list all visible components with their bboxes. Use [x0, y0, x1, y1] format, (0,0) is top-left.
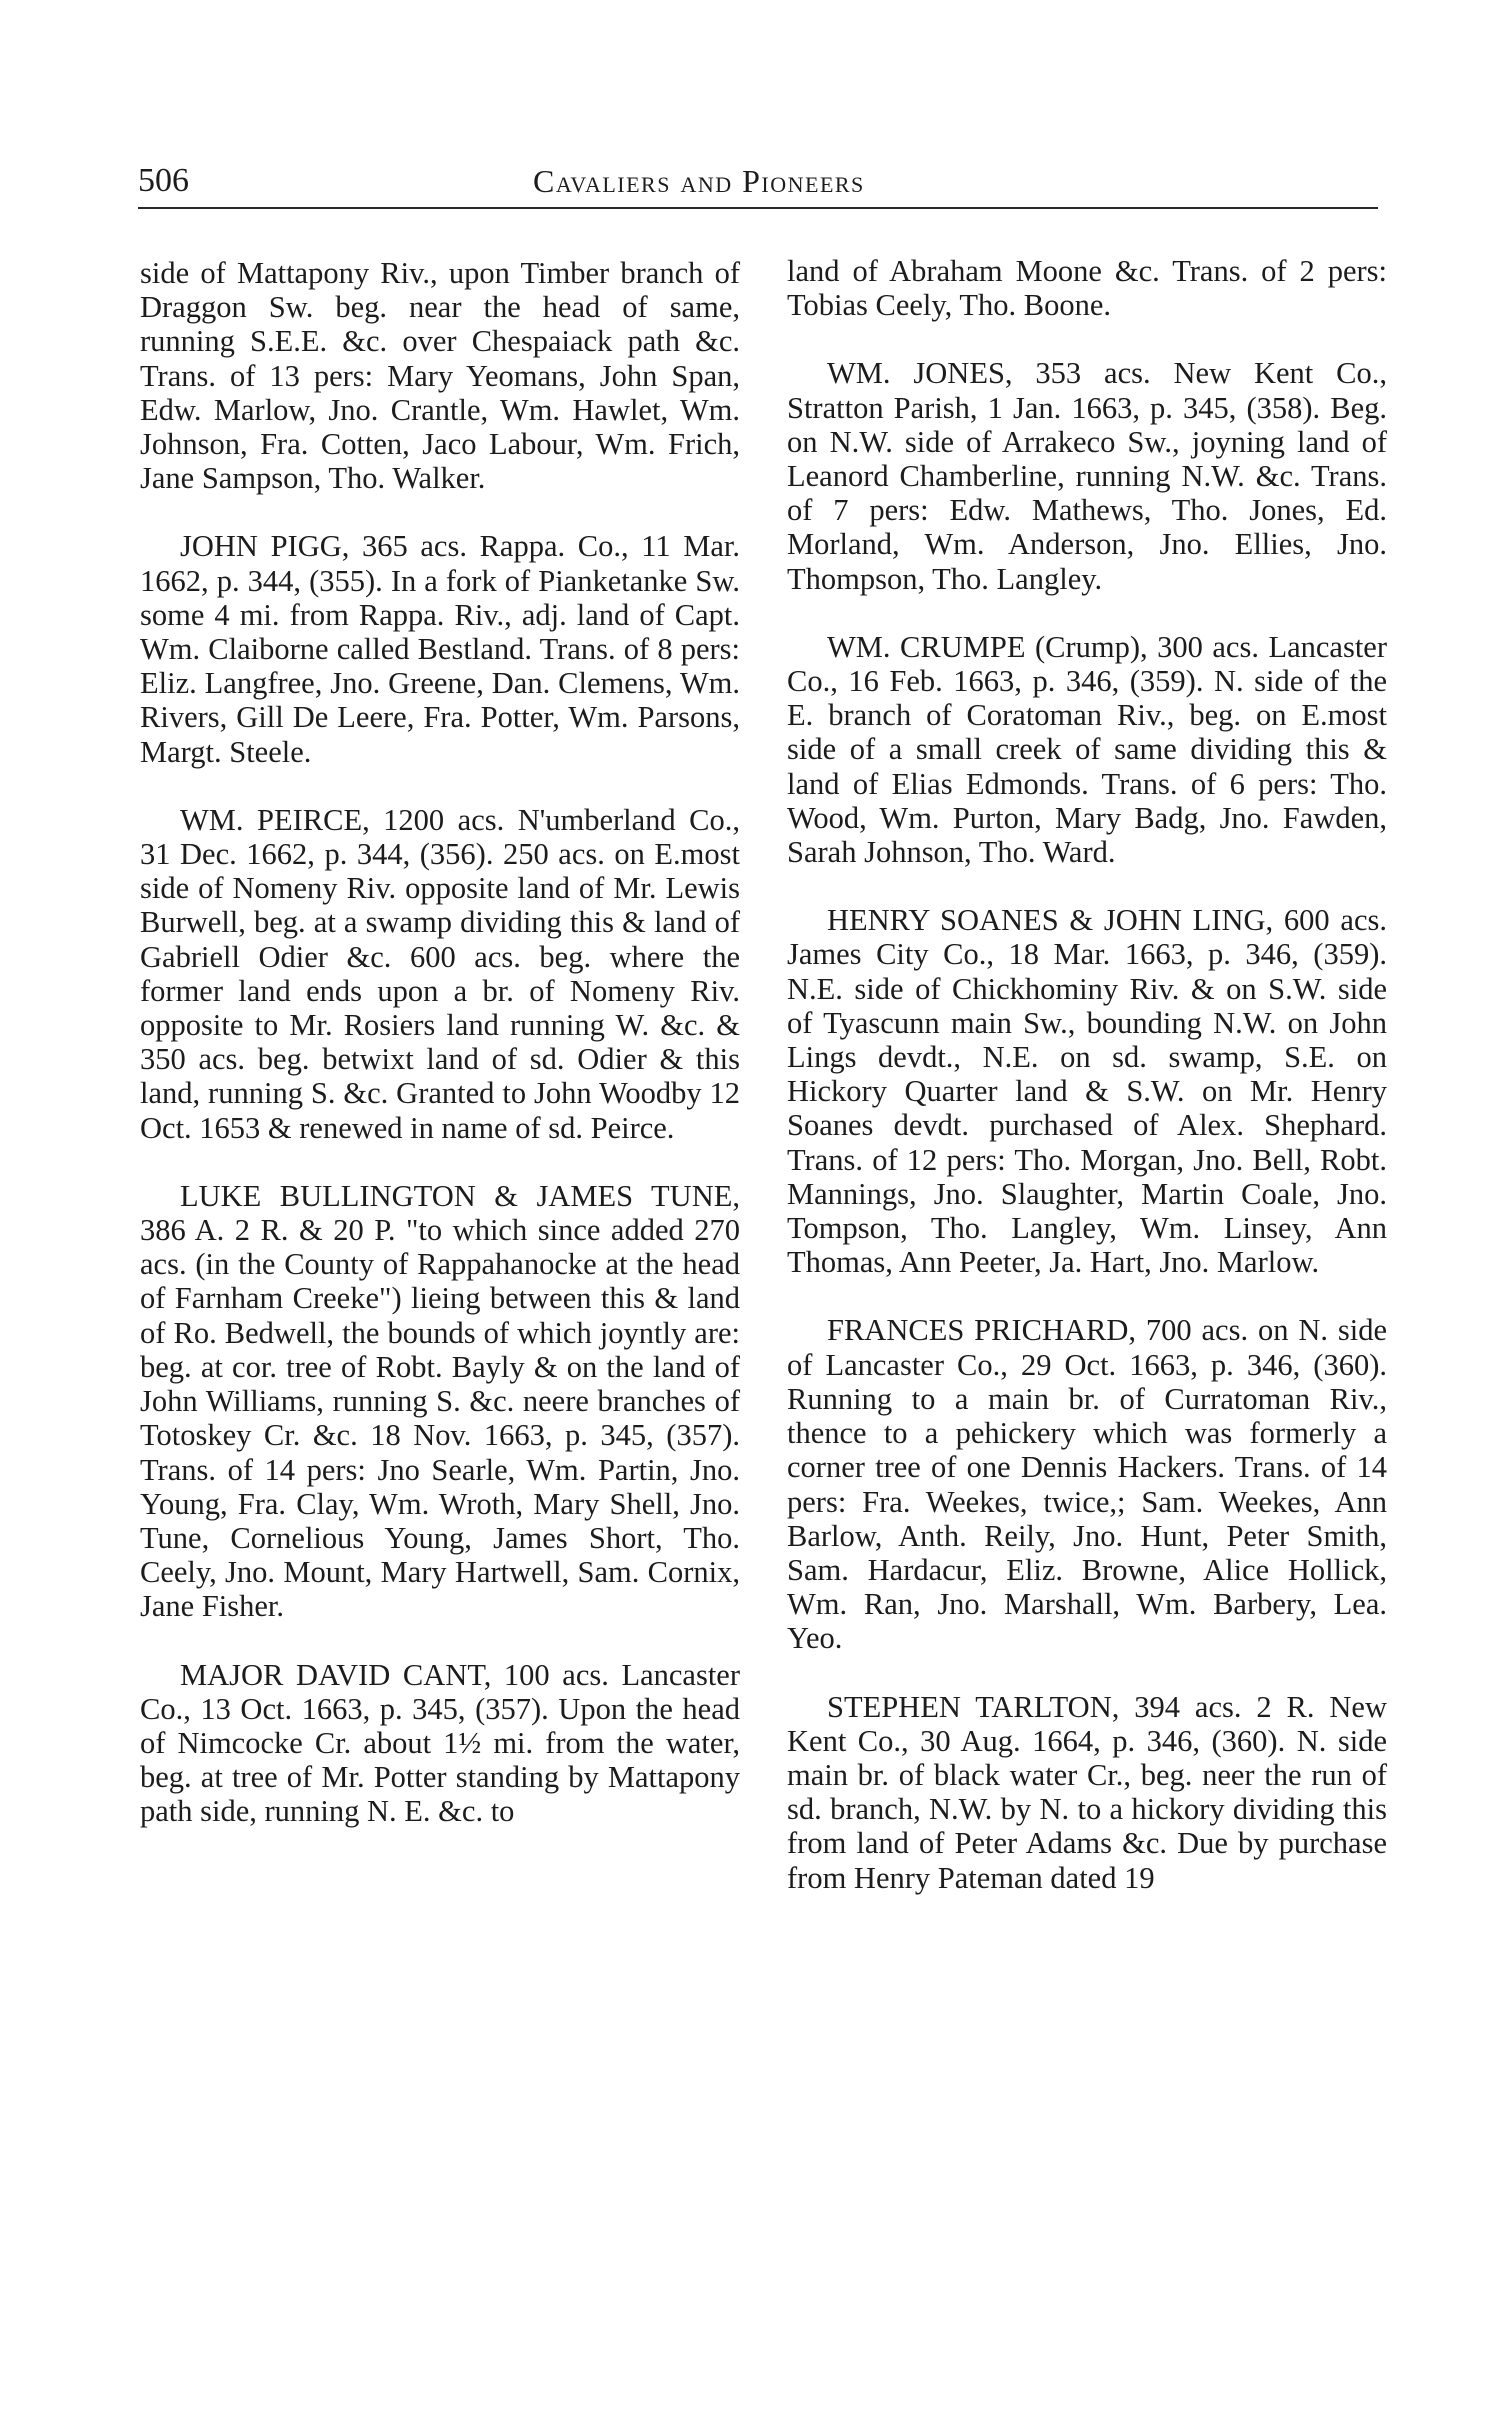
entry-wm-crumpe: WM. CRUMPE (Crump), 300 acs. Lancaster Co., 16 Feb. 1663, p. 346, (359). N. side of the E. branch of Coratoman Riv., beg. on E.most side of a small creek of same dividing this & land of Elias Edmonds. Trans. of 6 pers: Tho. Wood, Wm. Purton, Mary Badg, Jno. Fawden, Sarah Johnson, Tho. Ward.	[787, 629, 1387, 870]
entry-wm-jones: WM. JONES, 353 acs. New Kent Co., Stratton Parish, 1 Jan. 1663, p. 345, (358). Beg. on N.W. side of Arrakeco Sw., joyning land of Leanord Chamberline, running N.W. &c. Trans. of 7 pers: Edw. Mathews, Tho. Jones, Ed. Morland, Wm. Anderson, Jno. Ellies, Jno. Thompson, Tho. Langley.	[787, 356, 1387, 596]
entry-luke-bullington: LUKE BULLINGTON & JAMES TUNE, 386 A. 2 R. & 20 P. "to which since added 270 acs. (in the County of Rappahanocke at the head of Farnham Creeke") lieing between this & land of Ro. Bedwell, the bounds of which joyntly are: beg. at cor. tree of Robt. Bayly & on the land of John Williams, running S. &c. neere branches of Totoskey Cr. &c. 18 Nov. 1663, p. 345, (357). Trans. of 14 pers: Jno Searle, Wm. Partin, Jno. Young, Fra. Clay, Wm. Wroth, Mary Shell, Jno. Tune, Cornelious Young, James Short, Tho. Ceely, Jno. Mount, Mary Hartwell, Sam. Cornix, Jane Fisher.	[140, 1178, 740, 1624]
header-rule	[138, 207, 1378, 209]
entry-stephen-tarlton: STEPHEN TARLTON, 394 acs. 2 R. New Kent Co., 30 Aug. 1664, p. 346, (360). N. side main br. of black water Cr., beg. neer the run of sd. branch, N.W. by N. to a hickory dividing this from land of Peter Adams &c. Due by purchase from Henry Pateman dated 19	[787, 1689, 1387, 1895]
entry-henry-soanes: HENRY SOANES & JOHN LING, 600 acs. James City Co., 18 Mar. 1663, p. 346, (359). N.E. side of Chickhominy Riv. & on S.W. side of Tyascunn main Sw., bounding N.W. on John Lings devdt., N.E. on sd. swamp, S.E. on Hickory Quarter land & S.W. on Mr. Henry Soanes devdt. purchased of Alex. Shephard. Trans. of 12 pers: Tho. Morgan, Jno. Bell, Robt. Mannings, Jno. Slaughter, Martin Coale, Jno. Tompson, Tho. Langley, Wm. Linsey, Ann Thomas, Ann Peeter, Ja. Hart, Jno. Marlow.	[787, 903, 1387, 1280]
left-column	[140, 256, 740, 1863]
entry-john-pigg: JOHN PIGG, 365 acs. Rappa. Co., 11 Mar. 1662, p. 344, (355). In a fork of Pianketanke Sw. some 4 mi. from Rappa. Riv., adj. land of Capt. Wm. Claiborne called Bestland. Trans. of 8 pers: Eliz. Langfree, Jno. Greene, Dan. Clemens, Wm. Rivers, Gill De Leere, Fra. Potter, Wm. Parsons, Margt. Steele.	[140, 529, 740, 769]
entry-wm-peirce: WM. PEIRCE, 1200 acs. N'umberland Co., 31 Dec. 1662, p. 344, (356). 250 acs. on E.most side of Nomeny Riv. opposite land of Mr. Lewis Burwell, beg. at a swamp dividing this & land of Gabriell Odier &c. 600 acs. beg. where the former land ends upon a br. of Nomeny Riv. opposite to Mr. Rosiers land running W. &c. & 350 acs. beg. betwixt land of sd. Odier & this land, running S. &c. Granted to John Woodby 12 Oct. 1653 & renewed in name of sd. Peirce.	[140, 802, 740, 1145]
entry-continuation: side of Mattapony Riv., upon Timber branch of Draggon Sw. beg. near the head of same, running S.E.E. &c. over Chespaiack path &c. Trans. of 13 pers: Mary Yeomans, John Span, Edw. Marlow, Jno. Crantle, Wm. Hawlet, Wm. Johnson, Fra. Cotten, Jaco Labour, Wm. Frich, Jane Sampson, Tho. Walker.	[140, 256, 740, 496]
running-title: Cavaliers and Pioneers	[533, 163, 865, 199]
entry-major-david-cant: MAJOR DAVID CANT, 100 acs. Lancaster Co., 13 Oct. 1663, p. 345, (357). Upon the head of Nimcocke Cr. about 1½ mi. from the water, beg. at tree of Mr. Potter standing by Mattapony path side, running N. E. &c. to	[140, 1657, 740, 1829]
entry-frances-prichard: FRANCES PRICHARD, 700 acs. on N. side of Lancaster Co., 29 Oct. 1663, p. 346, (360). Running to a main br. of Curratoman Riv., thence to a pehickery which was formerly a corner tree of one Dennis Hackers. Trans. of 14 pers: Fra. Weekes, twice,; Sam. Weekes, Ann Barlow, Anth. Reily, Jno. Hunt, Peter Smith, Sam. Hardacur, Eliz. Browne, Alice Hollick, Wm. Ran, Jno. Marshall, Wm. Barbery, Lea. Yeo.	[787, 1313, 1387, 1656]
entry-continuation-right: land of Abraham Moone &c. Trans. of 2 pers: Tobias Ceely, Tho. Boone.	[787, 254, 1387, 323]
page-number: 506	[138, 162, 189, 199]
right-column	[787, 254, 1387, 1929]
page-header	[138, 148, 1378, 206]
